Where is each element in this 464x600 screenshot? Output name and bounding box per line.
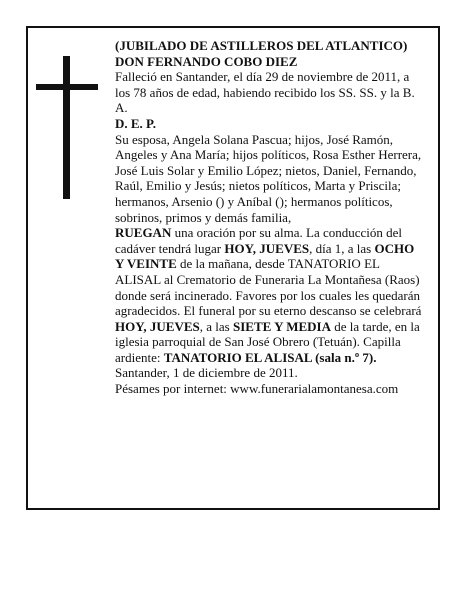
time-label-1: OCHO Y VEINTE — [115, 240, 415, 272]
deceased-name: DON FERNANDO COBO DIEZ — [115, 53, 298, 69]
death-statement: Falleció en Santander, el día 29 de noviembre de 2011, a los 78 años de edad, habiendo recibido los SS. SS. y la B. A. — [115, 69, 415, 116]
obituary-text — [115, 38, 423, 397]
cross-icon-vertical-bar — [63, 56, 70, 199]
cross-icon-horizontal-bar — [36, 84, 98, 90]
day-label-2: HOY, JUEVES — [115, 318, 200, 334]
time-label-2: SIETE Y MEDIA — [233, 318, 332, 334]
ceremony-text-1: una oración por su alma. La conducción del cadáver tendrá lugar — [115, 225, 403, 256]
ruegan-label: RUEGAN — [115, 225, 172, 241]
condolences-web: Pésames por internet: www.funerarialamontanesa.com — [115, 381, 399, 397]
place-date: Santander, 1 de diciembre de 2011. — [115, 365, 298, 381]
ceremony-text-3: de la mañana, desde TANATORIO EL ALISAL al Crematorio de Funeraria La Montañesa (Raos) donde será incinerado. Favores por los cuales les quedarán agradecidos. El funeral por su eterno descanso se celebrará — [115, 256, 422, 319]
rip-line: D. E. P. — [115, 115, 157, 131]
ceremony-paragraph — [115, 225, 423, 365]
occupation-line: (JUBILADO DE ASTILLEROS DEL ATLANTICO) — [115, 38, 408, 53]
ceremony-text-2: , día 1, a las — [309, 240, 375, 256]
day-label-1: HOY, JUEVES — [224, 240, 310, 256]
family-list: Su esposa, Angela Solana Pascua; hijos, José Ramón, Angeles y Ana María; hijos políticos, Rosa Esther Herrera, José Luis Solar y Emilio López; nietos, Daniel, Fernando, Raúl, Emilio y Jesús; nietos políticos, Marta y Priscila; hermanos, Arsenio () y Aníbal (); hermanos políticos, sobrinos, primos y demás familia, — [115, 131, 422, 225]
ceremony-text-4: , a las — [199, 318, 233, 334]
ceremony-text-5: de la tarde, en la iglesia parroquial de San José Obrero (Tetuán). Capilla ardiente: — [115, 318, 420, 365]
chapel-location: TANATORIO EL ALISAL (sala n.º 7). — [163, 349, 377, 365]
